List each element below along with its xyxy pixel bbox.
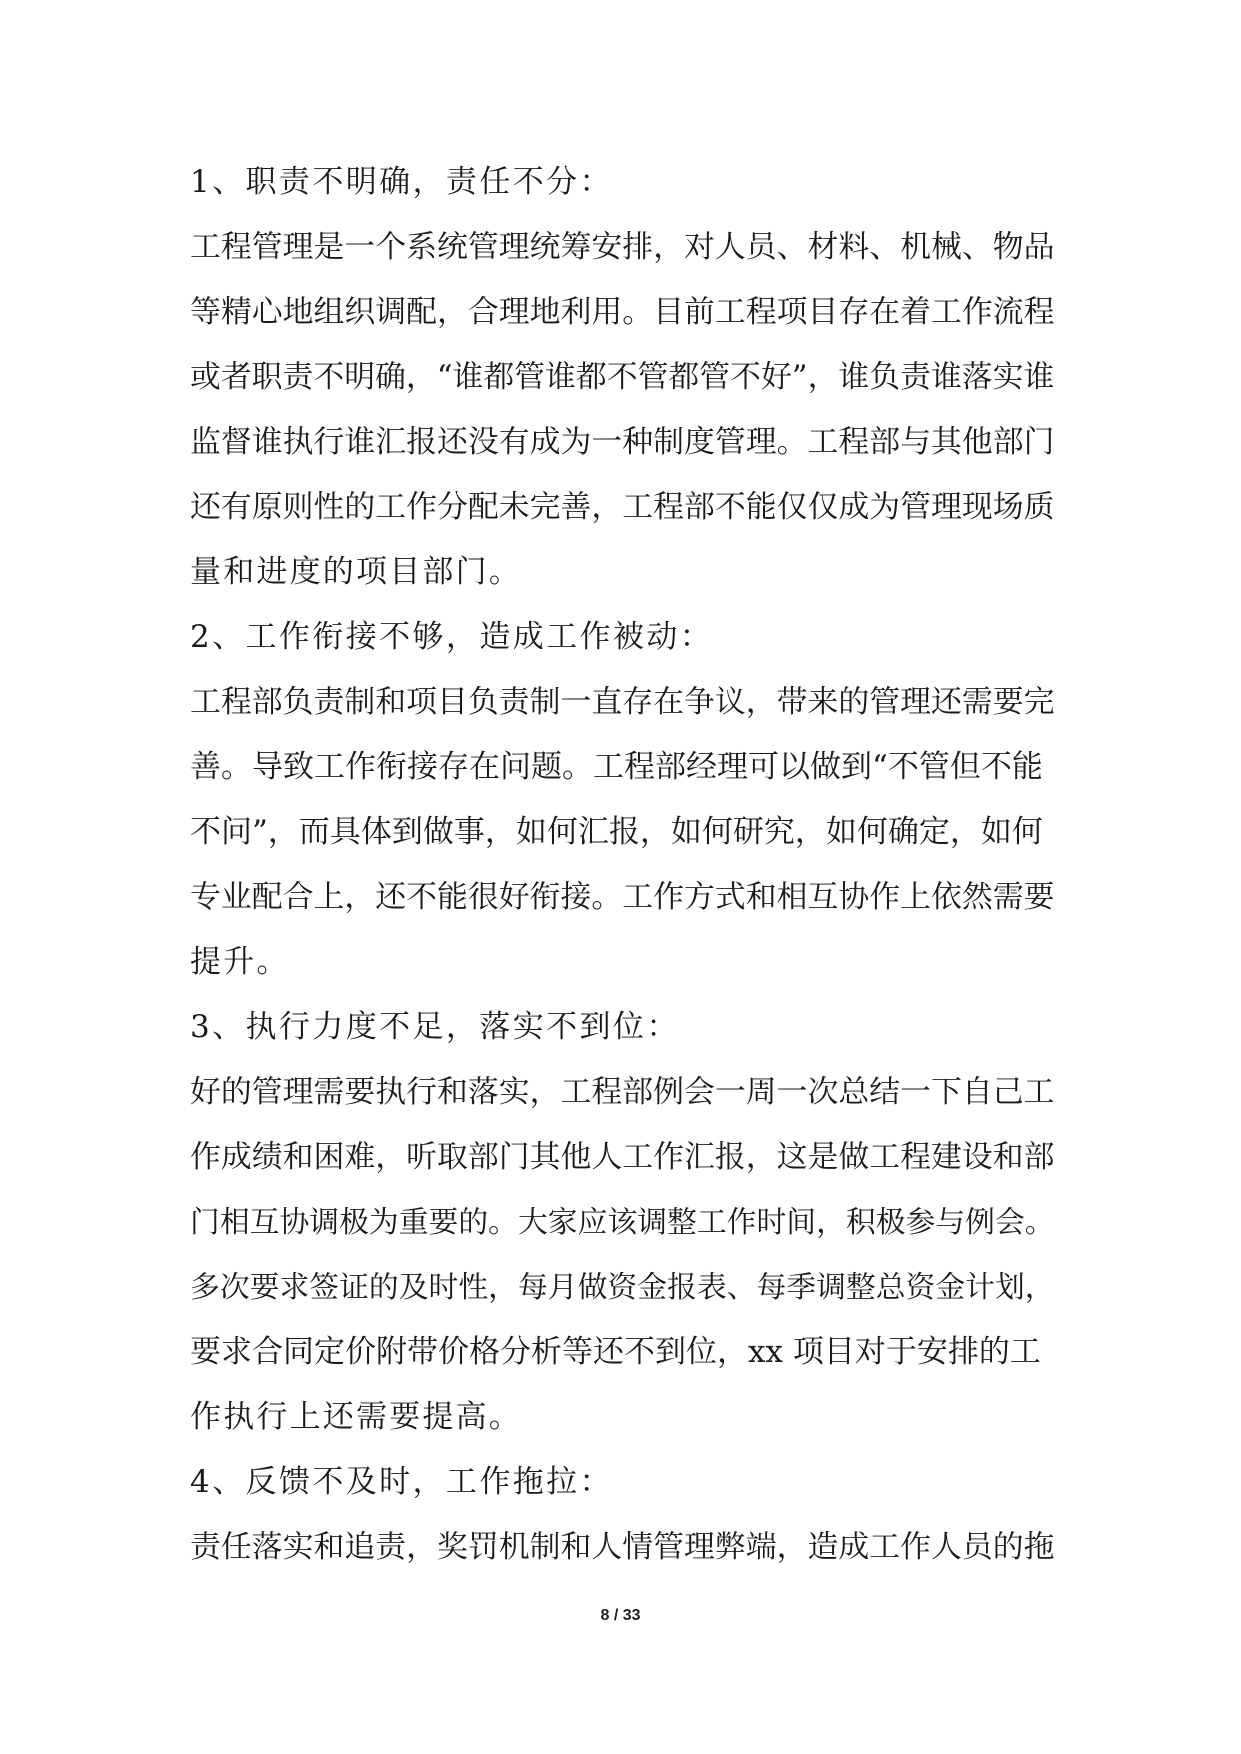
page-number: 8 / 33 (600, 1607, 641, 1624)
section-heading: 3、执行力度不足，落实不到位： (190, 1009, 680, 1045)
paragraph-line: 作执行上还需要提高。 (190, 1399, 522, 1435)
paragraph-line: 好的管理需要执行和落实，工程部例会一周一次总结一下自己工 (190, 1074, 1055, 1110)
paragraph-line: 还有原则性的工作分配未完善，工程部不能仅仅成为管理现场质 (190, 489, 1055, 525)
section-heading: 1、职责不明确，责任不分： (190, 164, 613, 200)
paragraph-line: 不问”，而具体到做事，如何汇报，如何研究，如何确定，如何 (190, 814, 1043, 850)
paragraph-line: 门相互协调极为重要的。大家应该调整工作时间，积极参与例会。 (190, 1205, 1055, 1240)
paragraph-line: 责任落实和追责，奖罚机制和人情管理弊端，造成工作人员的拖 (190, 1529, 1055, 1565)
paragraph-line: 工程部负责制和项目负责制一直存在争议，带来的管理还需要完 (190, 684, 1055, 720)
paragraph-line: 工程管理是一个系统管理统筹安排，对人员、材料、机械、物品 (190, 229, 1055, 265)
paragraph-line: 多次要求签证的及时性，每月做资金报表、每季调整总资金计划， (190, 1270, 1055, 1305)
paragraph-line: 监督谁执行谁汇报还没有成为一种制度管理。工程部与其他部门 (190, 424, 1055, 460)
paragraph-line: 专业配合上，还不能很好衔接。工作方式和相互协作上依然需要 (190, 879, 1055, 915)
paragraph-line: 等精心地组织调配，合理地利用。目前工程项目存在着工作流程 (190, 294, 1055, 330)
paragraph-line: 或者职责不明确，“谁都管谁都不管都管不好”，谁负责谁落实谁 (190, 359, 1055, 395)
paragraph-line: 善。导致工作衔接存在问题。工程部经理可以做到“不管但不能 (190, 749, 1043, 785)
paragraph-line: 要求合同定价附带价格分析等还不到位，xx 项目对于安排的工 (190, 1334, 1041, 1370)
paragraph-line: 作成绩和困难，听取部门其他人工作汇报，这是做工程建设和部 (190, 1139, 1055, 1175)
paragraph-line: 提升。 (190, 944, 290, 980)
paragraph-line: 量和进度的项目部门。 (190, 554, 522, 590)
section-heading: 2、工作衔接不够，造成工作被动： (190, 619, 714, 655)
document-body (190, 150, 1055, 1580)
section-heading: 4、反馈不及时，工作拖拉： (190, 1464, 613, 1500)
